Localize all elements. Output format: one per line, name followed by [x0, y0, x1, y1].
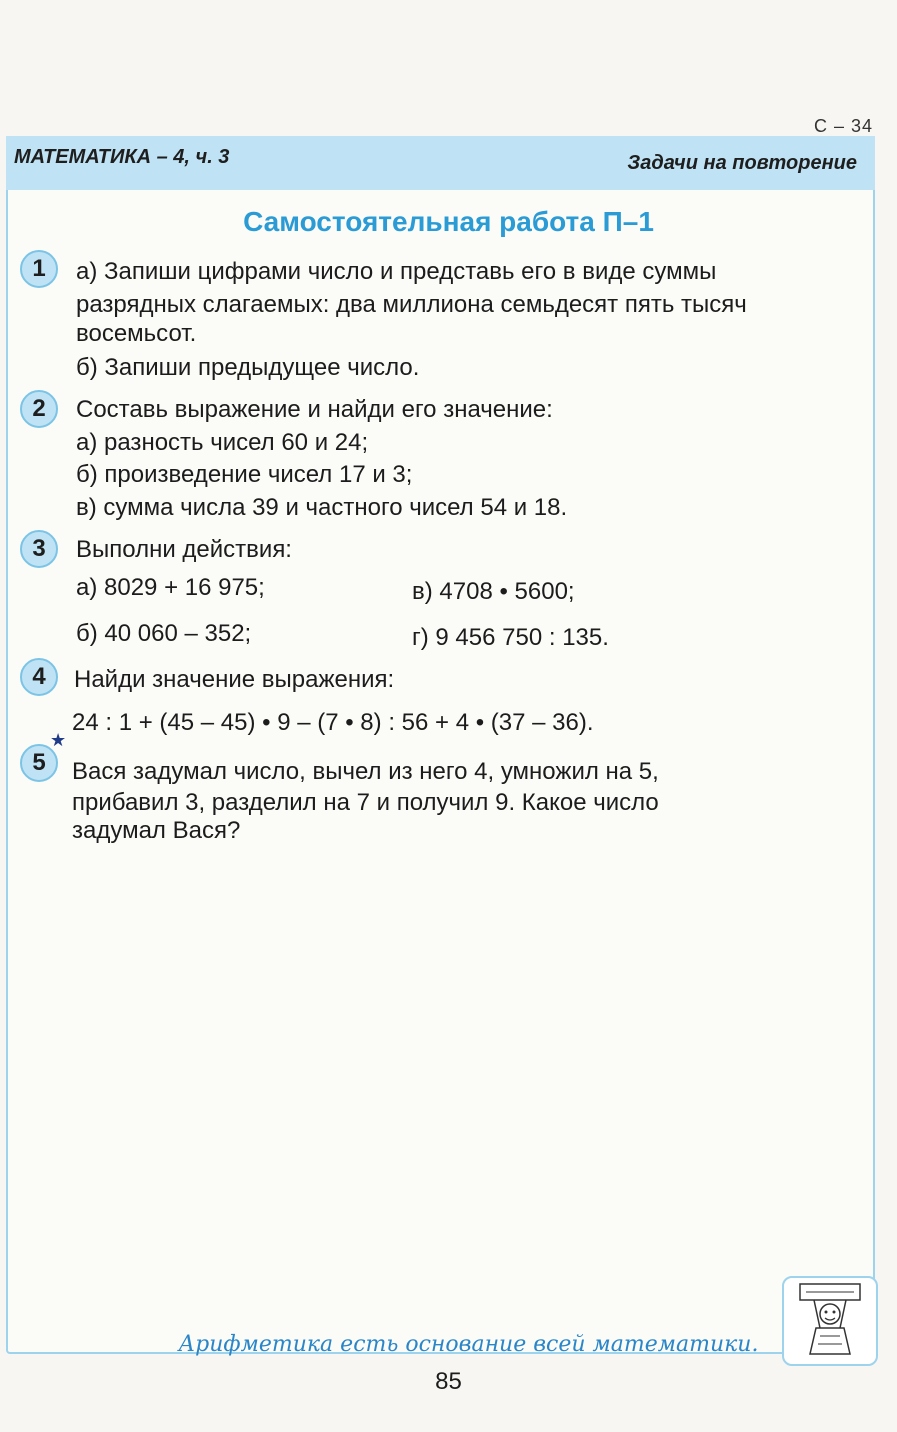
section-label: Задачи на повторение: [627, 152, 857, 174]
task-4-line: Найди значение выражения:: [74, 666, 395, 693]
footer-motto: Арифметика есть основание всей математики.: [178, 1332, 759, 1357]
task-3-line: Выполни действия:: [76, 536, 292, 563]
task-3-item-g: г) 9 456 750 : 135.: [412, 624, 609, 651]
subject-label: МАТЕМАТИКА – 4, ч. 3: [14, 146, 230, 168]
task-1-line: а) Запиши цифрами число и представь его в виде суммы: [76, 258, 717, 285]
task-2-line: в) сумма числа 39 и частного чисел 54 и 18.: [76, 494, 568, 521]
task-3-item-a: а) 8029 + 16 975;: [76, 574, 265, 601]
task-number-5: 5: [20, 744, 58, 782]
page-number: 85: [435, 1368, 462, 1395]
task-4-expression: 24 : 1 + (45 – 45) • 9 – (7 • 8) : 56 + 4 • (37 – 36).: [72, 709, 594, 736]
task-3-item-b: б) 40 060 – 352;: [76, 620, 252, 647]
task-number-4: 4: [20, 658, 58, 696]
task-number-3: 3: [20, 530, 58, 568]
page-code: С – 34: [813, 116, 873, 136]
star-icon: ★: [50, 730, 67, 750]
task-2-line: а) разность чисел 60 и 24;: [76, 429, 369, 456]
task-1-line: разрядных слагаемых: два миллиона семьдесят пять тысяч: [76, 291, 747, 318]
task-5-line: прибавил 3, разделил на 7 и получил 9. Какое число: [72, 789, 659, 816]
task-1-line: восемьсот.: [76, 320, 197, 347]
task-2-line: Составь выражение и найди его значение:: [76, 396, 553, 423]
task-1-line: б) Запиши предыдущее число.: [76, 354, 420, 381]
task-5-line: Вася задумал число, вычел из него 4, умножил на 5,: [72, 758, 659, 785]
task-number-1: 1: [20, 250, 58, 288]
task-3-item-v: в) 4708 • 5600;: [412, 578, 575, 605]
task-5-line: задумал Вася?: [72, 817, 241, 844]
page-title: Самостоятельная работа П–1: [243, 206, 654, 237]
task-2-line: б) произведение чисел 17 и 3;: [76, 461, 413, 488]
task-number-2: 2: [20, 390, 58, 428]
